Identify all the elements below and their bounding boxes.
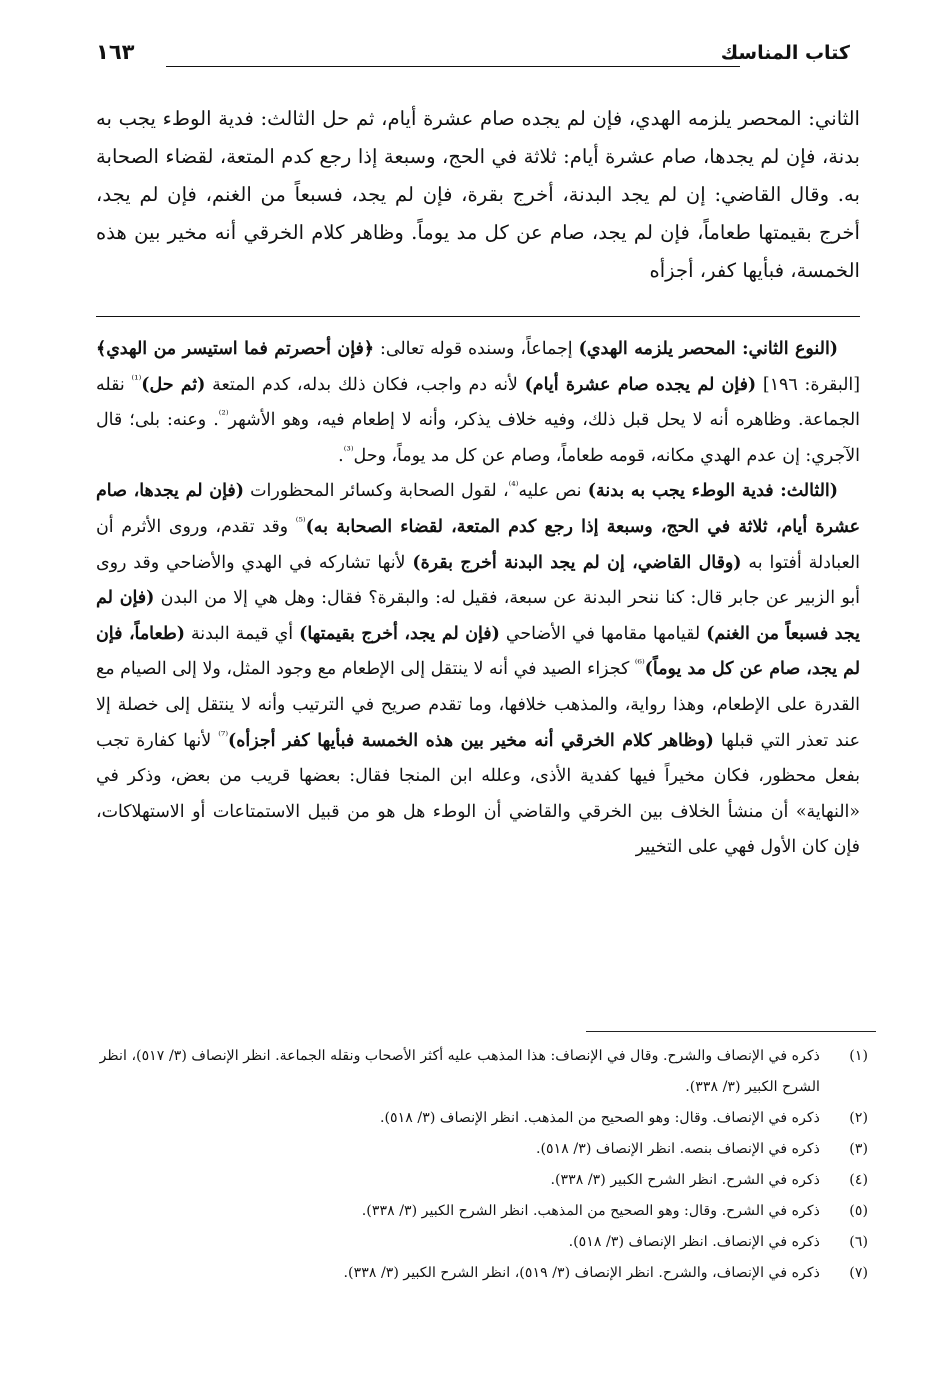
text-span: أي قيمة البدنة [184,623,300,644]
footnote [96,1103,868,1134]
footnote-text: ذكره في الشرح. انظر الشرح الكبير (٣/ ٣٣٨). [550,1172,820,1188]
footnote-rule [586,1031,876,1032]
quran-quote: ﴿فإن أحصرتم فما استيسر من الهدي﴾ [96,339,374,359]
footnote-number: (١) [849,1048,868,1064]
bold-span: (فإن لم يجده صام عشرة أيام) [524,374,757,395]
bold-span: (وقال القاضي، إن لم يجد البدنة أخرج بقرة) [412,552,742,573]
footnote-marker: ⁽¹⁾ [131,372,142,386]
text-span: لأنها كفارة تجب بفعل محظور، فكان مخيراً فيها كفدية الأذى، وعلله ابن المنجا فقال: بعضها قريب من بعض، وذكر في «النهاية» أن منشأ الخلاف بين الخرقي والقاضي أن الوطء هل هو من قبيل الاستمتاعات أو الاستهلاكات، فإن كان الأول فهي على التخيير [96,730,860,858]
section-divider [96,316,860,317]
text-span: إجماعاً، وسنده قوله تعالى: [374,339,579,359]
footnote-marker: ⁽⁷⁾ [218,728,229,742]
text-span: وقد تقدم، وروى الأثرم أن العبادلة أفتوا به [96,516,860,573]
text-span: . وعنه: بلى؛ قال الآجري: إن عدم الهدي مكانه، قومه طعاماً، وصام عن كل مد يوماً، وحل [96,410,860,466]
bold-span: (ثم حل) [141,374,206,395]
bold-span: (فإن لم يجد، أخرج بقيمتها) [299,623,500,644]
commentary-paragraph-2 [96,474,860,866]
footnote-number: (٢) [849,1110,868,1126]
text-span: لقيامها مقامها في الأضاحي [499,623,707,644]
text-span: نقله الجماعة. وظاهره أنه لا يحل قبل ذلك، وفيه خلاف يذكر، وأنه لا إطعام فيه، وهو الأشهر [96,374,860,431]
bold-span: (طعاماً، فإن لم يجد، صام عن كل مد يوماً) [96,623,861,680]
footnote-text: ذكره في الشرح. وقال: وهو الصحيح من المذهب. انظر الشرح الكبير (٣/ ٣٣٨). [361,1203,820,1219]
main-text [96,100,860,290]
footnote [96,1258,868,1289]
page-header [96,38,850,70]
footnote-number: (٤) [849,1172,868,1188]
commentary-paragraph-1 [96,332,860,474]
bold-span: (الثالث: فدية الوطء يجب به بدنة) [587,481,838,502]
footnote [96,1165,868,1196]
footnote-number: (٧) [849,1265,868,1281]
footnote-number: (٦) [849,1234,868,1250]
text-span: . [338,445,344,466]
page-number: ١٦٣ [96,40,135,64]
bold-span: (فإن لم يجدها، صام عشرة أيام، ثلاثة في الحج، وسبعة إذا رجع كدم المتعة، لقضاء الصحابة به) [96,481,860,537]
citation: [البقرة: ١٩٦] [756,374,860,395]
running-title: كتاب المناسك [720,42,850,64]
footnote-text: ذكره في الإنصاف والشرح. وقال في الإنصاف: هذا المذهب عليه أكثر الأصحاب ونقله الجماعة. انظر الإنصاف (٣/ ٥١٧)، انظر الشرح الكبير (٣/ ٣٣٨). [99,1048,820,1095]
footnote [96,1041,868,1103]
commentary [96,332,860,866]
footnote-text: ذكره في الإنصاف. وقال: وهو الصحيح من المذهب. انظر الإنصاف (٣/ ٥١٨). [379,1110,820,1126]
footnote [96,1227,868,1258]
footnote-marker: ⁽⁴⁾ [508,479,519,493]
footnotes [96,1041,868,1289]
text-span: لأنها تشاركه في الهدي والأضاحي وقد روى أبو الزبير عن جابر قال: كنا ننحر البدنة عن سبعة، فقيل له: والبقرة؟ فقال: وهل هي إلا من البدن [96,552,860,609]
text-span: كجزاء الصيد في أنه لا ينتقل إلى الإطعام مع وجود المثل، ولا إلى الصيام مع القدرة على الإطعام، وهذا رواية، والمذهب خلافها، وما تقدم صريح في الترتيب وأنه لا ينتقل إلى خصلة إلا عند تعذر التي قبلها [96,659,860,751]
footnote-marker: ⁽³⁾ [343,443,354,457]
bold-span: (النوع الثاني: المحصر يلزمه الهدي) [578,339,839,359]
footnote-text: ذكره في الإنصاف بنصه. انظر الإنصاف (٣/ ٥١٨). [535,1141,820,1157]
footnote [96,1196,868,1227]
bold-span: (وظاهر كلام الخرقي أنه مخير بين هذه الخمسة فبأيها كفر أجزأه) [228,730,714,751]
footnote-text: ذكره في الإنصاف، والشرح. انظر الإنصاف (٣/ ٥١٩)، انظر الشرح الكبير (٣/ ٣٣٨). [343,1265,820,1281]
footnote [96,1134,868,1165]
bold-span: (فإن لم يجد فسبعاً من الغنم) [96,588,860,644]
footnote-number: (٥) [849,1203,868,1219]
text-span: لأنه دم واجب، فكان ذلك بدله، كدم المتعة [205,374,525,395]
text-span: ، لقول الصحابة وكسائر المحظورات [243,481,509,502]
footnote-text: ذكره في الإنصاف. انظر الإنصاف (٣/ ٥١٨). [568,1234,820,1250]
header-rule [166,66,740,67]
main-paragraph: الثاني: المحصر يلزمه الهدي، فإن لم يجده صام عشرة أيام، ثم حل الثالث: فدية الوطء يجب به بدنة، فإن لم يجدها، صام عشرة أيام: ثلاثة في الحج، وسبعة إذا رجع كدم المتعة، لقضاء الصحابة به. وقال القاضي: إن لم يجد البدنة، أخرج بقرة، فإن لم يجد، فسبعاً من الغنم، فإن لم يجد، أخرج بقيمتها طعاماً، فإن لم يجد، صام عن كل مد يوماً. وظاهر كلام الخرقي أنه مخير بين هذه الخمسة، فبأيها كفر، أجزأه [96,107,860,282]
footnote-number: (٣) [849,1141,868,1157]
footnote-marker: ⁽⁶⁾ [634,657,645,671]
text-span: نص عليه [518,481,588,502]
footnote-marker: ⁽⁵⁾ [295,515,306,529]
footnote-marker: ⁽²⁾ [218,408,229,422]
